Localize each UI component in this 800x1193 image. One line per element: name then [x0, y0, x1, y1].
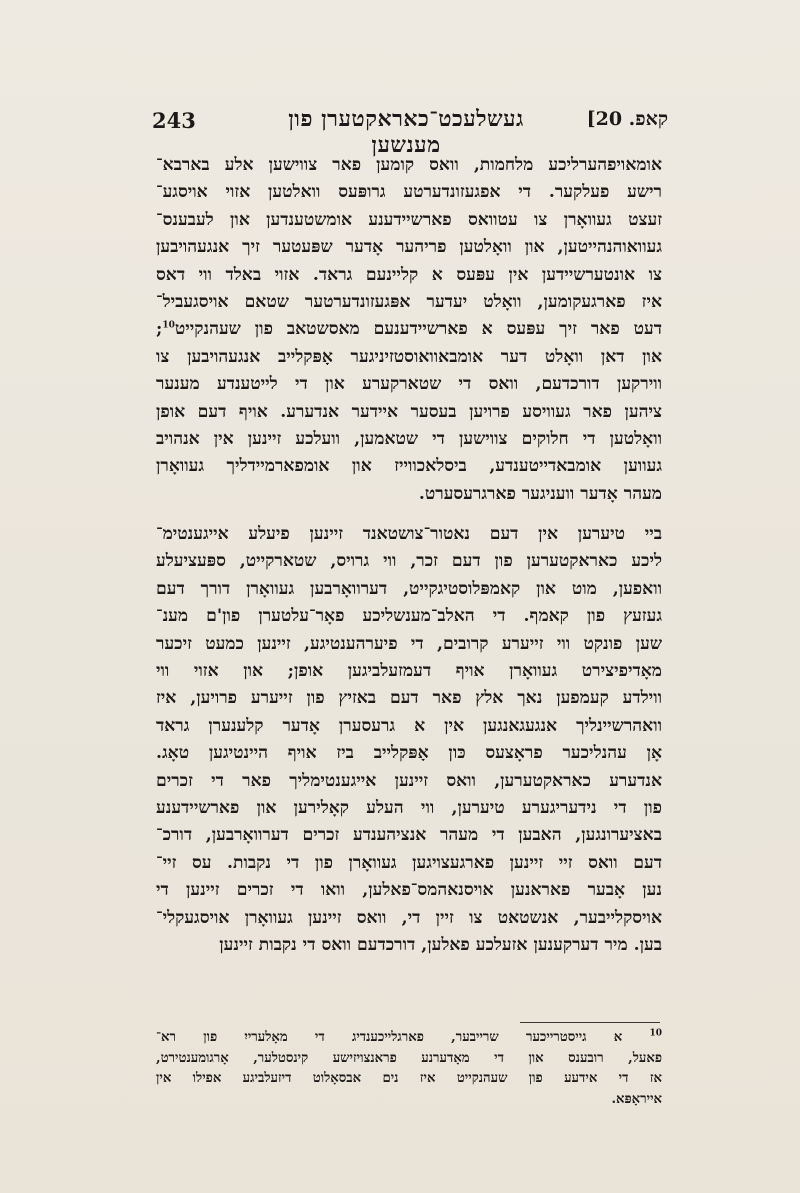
footnote: [156, 1028, 662, 1110]
text-line: און דאן וואָלט דער אומבאוואוסטזיניגער אָפּקלייב אנגעהויבען צו: [156, 346, 662, 367]
footnote-line: פאעל, רובענס און די מאָדערנע פראנצויזישע קינסטלער, אָרגומענטירט,: [156, 1050, 662, 1066]
text-line: מעהר אָדער וועניגער פארגרעסערט.: [418, 483, 662, 504]
text-line: צו אונטערשיידען אין עפּעס א קליינעם גראד. אזוי באלד ווי דאס: [156, 264, 662, 285]
paragraph-1: [156, 152, 662, 508]
page-header: [152, 104, 668, 158]
footnote-divider: [520, 1022, 660, 1023]
footnote-line: [156, 1028, 662, 1049]
text-line: אויסקלייבער, אנשטאט צו זיין די, וואס זיינען געוואָרן אויסגעקלי־: [156, 907, 662, 928]
text-line: דעם וואס זיי זיינען פארגעצויגען געוואָרן פון די נקבות. עס זיי־: [156, 852, 662, 873]
text-line: ליכע כאראקטערען פון דעם זכר, ווי גרויס, שטארקייט, ספּעציעלע: [156, 551, 662, 572]
footnote-line: אז די אידעע פון שעהנקייט איז נים אבסאָלוט דיזעלביגע אפילו אין: [156, 1071, 662, 1086]
body-text: [156, 152, 662, 959]
text-line: ווירקען דורכדעם, וואס די שטארקערע און די לייטענדע מענער: [156, 374, 662, 395]
text-line: אנדערע כאראקטערען, וואס זיינען אייגענטימליך פאר די זכרים: [156, 770, 662, 791]
text-line: אומאויפהערליכע מלחמות, וואס קומען פאר צווישען אלע בארבא־: [156, 155, 662, 175]
text-line-with-footnote-ref: דעט פאר זיך עפּעס א פארשיידענעם מאסשטאב פון שעהנקייט$^{10}$;: [156, 319, 662, 340]
text-line: ווילדע קעמפען נאך אלץ פאר דעם באזיץ פון זייערע פרויען, איז: [156, 688, 662, 709]
page-number: 243: [152, 108, 196, 133]
text-line: מאָדיפיצירט געוואָרן אויף דעמזעלביגען אופן; און אזוי ווי: [156, 661, 662, 682]
text-line: באציערונגען, האבען די מעהר אנציהענדע זכרים דערוואָרבען, דורכ־: [156, 825, 662, 846]
text-line: געזעץ פון קאמף. די האלב־מענשליכע פאָר־עלטערן פון'ם מענ־: [156, 606, 662, 627]
text-line: וואהרשיינליך אנגעגאנגען אין א גרעסערן אָדער קלענערן גראד: [156, 715, 662, 736]
text-line: רישע פעלקער. די אפגעזונדערטע גרופּעס וואלטען אזוי אויסגע־: [156, 182, 662, 203]
text-line: פון די נידעריגערע טיערען, ווי העלע קאָלירען און פארשיידענע: [156, 797, 662, 818]
text-line: געוואוהנהייטען, און וואָלטען פריהער אָדער שפּעטער זיך אנגעהויבען: [156, 237, 662, 258]
chapter-mark: קאפ. 20]: [586, 108, 668, 130]
text-line: איז פארגעקומען, וואָלט יעדער אפּגעזונדערטער שטאם אויסגעביל־: [156, 291, 662, 312]
text-line: נען אָבער פאראנען אויסנאהמס־פאלען, וואו די זכרים זיינען די: [156, 880, 662, 901]
footnote-text: א גייסטרייכער שרייבער, פארגלייכענדיג די מאָלערייִ פון רא־: [156, 1030, 623, 1045]
text-line: געווען אומבאדייטענדע, ביסלאכווייז און אומפארמיידליך געוואָרן: [156, 456, 662, 477]
footnote-number: 10: [649, 1028, 662, 1039]
text-line: וואפען, מוט און קאמפּלוסטיגקייט, דערוואָרבען געוואָרן דורך דעם: [156, 578, 662, 599]
text-line: וואָלטען די חלוקים צווישען די שטאמען, וועלכע זיינען אין אנהויב: [156, 428, 662, 449]
running-title: געשלעכט־כאראקטערן פון מענשען: [288, 106, 524, 158]
text-line: זעצט געוואָרן צו עטוואס פארשיידענע אומשטענדען און לעבענס־: [156, 209, 662, 230]
footnote-line: אייראָפּא.: [611, 1091, 662, 1107]
text-line-content: דעט פאר זיך עפּעס א פארשיידענעם מאסשטאב פון שעהנקייט: [174, 319, 662, 340]
text-line: ציהען פאר געוויסע פרויען בעסער איידער אנדערע. אויף דעם אופן: [156, 401, 662, 422]
text-line: אָן עהנליכער פראָצעס כּון אָפּקלייב ביז אויף היינטיגען טאָג.: [156, 743, 662, 764]
text-line: שען פונקט ווי זייערע קרובים, די פיערהענטיגע, זיינען כמעט זיכער: [156, 633, 662, 654]
footnote-reference[interactable]: 10: [162, 320, 175, 331]
text-line: ביי טיערען אין דעם נאטור־צושטאנד זיינען פיעלע אייגענטימ־: [156, 524, 662, 545]
paragraph-2: [156, 521, 662, 959]
text-line: בען. מיר דערקענען אזעלכע פאלען, דורכדעם וואס די נקבות זיינען: [219, 934, 662, 955]
